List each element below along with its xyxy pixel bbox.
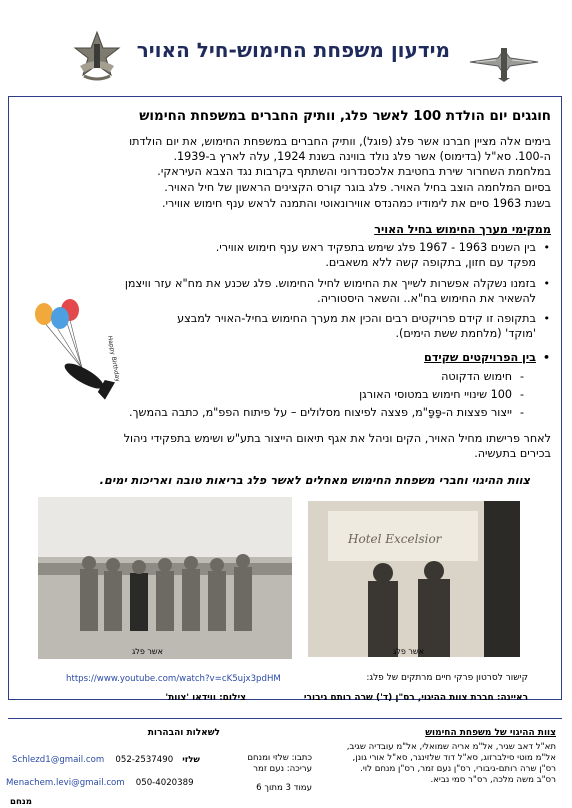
questions-heading: לשאלות והבהרות [147,728,220,738]
page-header [0,0,572,96]
photo-caption: אשר פלג [393,647,424,656]
air-force-emblem-icon [72,30,122,85]
contact-row [6,770,222,808]
steering-line: תא"ל דאב שגיר, אל"מ אריה שמואלי, אל"מ עובדיה שגיב, [346,742,556,752]
intro-line: בשנת 1963 סיים את לימודיו כמהנדס אווירונאוטי והתמנה לראש ענף חימוש אווירי. [161,197,551,210]
closing-line: לאחר פרישתו מחיל האויר, הקים וניהל את אגף תיאום הייצור בתע"ש ושימש בתפקידי ניהול [123,432,551,445]
intro-line: במלחמת השחרור שירת בחטיבת אלכסנדרוני והשתתף בקרבות נגד הצבא העיראקי. [157,165,551,178]
steering-line: רס"ן שרה רותם-גיבורי, רס"ן נעם זמר, רס"ן מנחם לוי. [360,764,556,774]
bullet-dot-icon: • [542,351,550,364]
ordnance-wings-icon [468,44,540,84]
bullet-dot-icon: • [543,312,550,325]
founders-bullet: • בזמנו נשקלה אפשרות לשייך את החימוש לחיל החימוש. פלג שכנע את מח"א עזר וויצמן להשאיר את החימוש בח"א.. והשאר היסטוריה. [124,277,550,305]
video-link[interactable]: https://www.youtube.com/watch?v=cK5ujx3pdHM [66,674,281,684]
project-item: - ייצור פצצות ה-פָּפָּ"מ, פצצה לפיצוח מסלולים – על פיתוח הפפ"מ, כתבה בהמשך. [128,406,524,419]
intro-line: ה-100. סא"ל (בדימוס) אשר פלג נולד בווינה בשנת 1924, עלה לארץ ב-1939. [173,150,551,163]
contact-phone: 050-4020389 [135,778,194,788]
bullet-dot-icon: • [543,277,550,290]
article-headline: חוגגים יום הולדת 100 לאשר פלג, וותיק החברים במשפחת החימוש [139,109,551,124]
contact-name: שלזי [182,755,200,765]
founders-bullet: • בין השנים 1963 - 1967 פלג שימש בתפקיד ראש ענף חימוש אווירי. מפקד עם חזון, בתקופה קשה ללא משאבים. [215,241,550,269]
bullet-dot-icon: • [543,241,550,254]
balloon-icon [51,307,69,329]
photo-hotel-entrance [308,501,520,657]
birthday-balloons-bomb-illustration [30,296,130,401]
project-item: - 100 שינויי חימוש במטוסי האורגן [359,388,524,401]
birthday-wishes: צוות ההיגוי וחברי משפחת החימוש מאחלים לאשר פלג בריאות טובה ואריכות ימים. [99,473,530,487]
bomb-icon [61,359,106,393]
contact-phone: 052-2537490 [115,755,174,765]
photo-group-officers [38,497,292,659]
intro-line: בימים אלה מציין חברנו אשר פלג (פוגל), וותיק החברים במשפחת החימוש, את יום הולדתו [129,135,551,148]
photo-caption: אשר פלג [132,647,163,656]
balloon-label: Happy Birthday [106,335,122,383]
steering-line: אל"מ מוטי סילברזוג, סא"ל דוד שלזינגר, סא"ל אורי גונן, [352,753,556,763]
filming-credit: צילום: ווידאו 'צוות' [165,693,246,703]
page-number: עמוד 3 מתוך 6 [256,783,312,793]
interview-credit: ראיינה: חברת צוות ההיגוי, רס"ן (ד') שרה רותם גיבורי [303,693,528,703]
contact-row [12,747,222,766]
footer-divider [8,718,562,719]
intro-line: בסיום המלחמה הוצב בחיל האויר. פלג בוגר קורס הקצינים הראשון של חיל האויר. [164,181,551,194]
projects-heading: • בין הפרויקטים שקידם [424,351,550,364]
contact-email[interactable]: Schlezd1@gmail.com [12,755,105,765]
video-label: קישור לסרטון פרקי חיים מרתקים של פלג: [366,673,528,683]
balloon-icon [35,303,53,325]
credits-editor: עריכה: נעם זמר [253,764,312,774]
hotel-sign: Hotel Excelsior [348,532,442,546]
contact-name: מנחם [10,797,33,807]
contact-email[interactable]: Menachem.levi@gmail.com [6,778,125,788]
steering-heading: צוות ההיגוי של משפחת החימוש [425,728,556,738]
page-title: מידעון משפחת החימוש-חיל האויר [136,38,450,62]
credits-writers: כתבו: שלזי ומנחם [247,753,312,763]
founders-heading: ממקימי מערך החימוש בחיל האויר [374,223,551,236]
founders-bullet: • בתקופה זו קידם פרויקטים רבים והכין את מערך החימוש בחיל-האויר למבצע 'מוקד' (מלחמת ששת הימים). [177,312,550,340]
closing-line: בכירים בתעשיה. [474,447,551,460]
project-item: - חימוש הדקוטה [441,370,524,383]
steering-line: רס"ב משה מלכה, רס"ר סמי נביא. [430,775,556,785]
